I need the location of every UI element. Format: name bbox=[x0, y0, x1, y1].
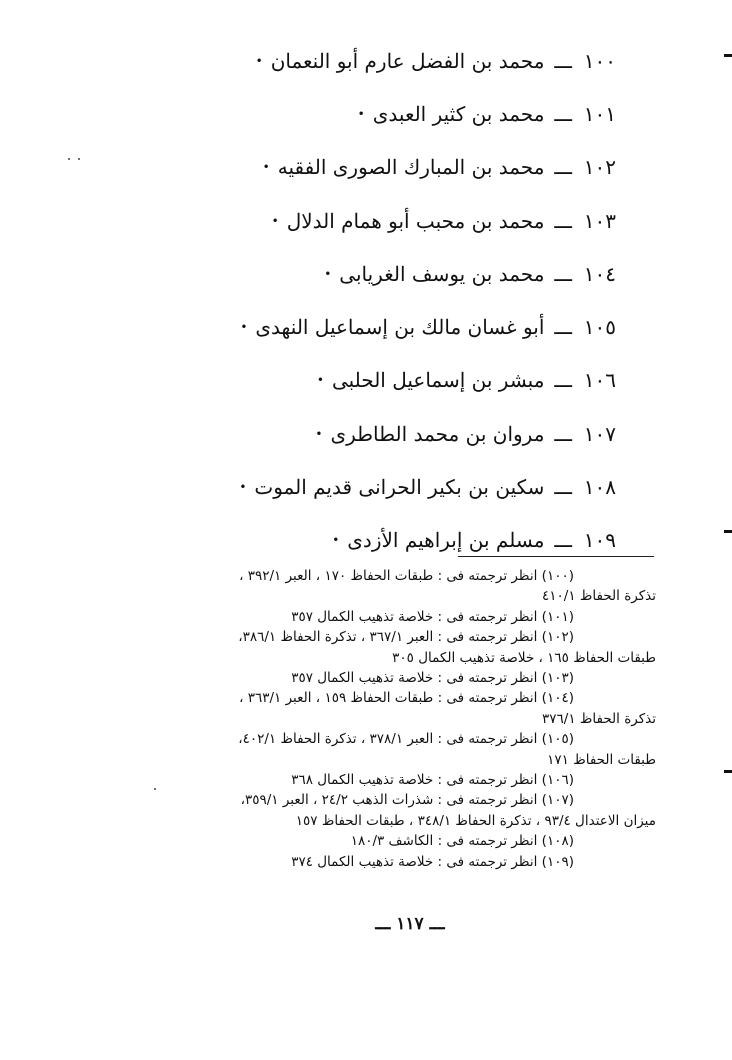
footnote-separator bbox=[458, 556, 654, 557]
entry-number: ١٠٨ bbox=[583, 475, 616, 500]
bullet-icon: • bbox=[255, 53, 263, 68]
bullet-icon: • bbox=[316, 373, 324, 388]
footnote-line: (١٠٤) انظر ترجمته فى : طبقات الحفاظ ١٥٩ ، العبر ٣٦٣/١ ، bbox=[239, 690, 574, 707]
list-item bbox=[196, 87, 616, 140]
footnote-line: تذكرة الحفاظ ٣٧٦/١ bbox=[542, 710, 656, 727]
entry-dash: ـــ bbox=[554, 261, 572, 286]
entry-name: محمد بن كثير العبدى bbox=[372, 101, 545, 126]
entry-dash: ـــ bbox=[554, 155, 572, 180]
entry-number: ١٠٥ bbox=[583, 315, 616, 340]
footnote-line: طبقات الحفاظ ١٦٥ ، خلاصة تذهيب الكمال ٣٠٥ bbox=[392, 649, 656, 666]
entry-number: ١٠١ bbox=[583, 101, 616, 126]
footnote-line: تذكرة الحفاظ ٤١٠/١ bbox=[542, 588, 656, 605]
footnote-line: (١٠٨) انظر ترجمته فى : الكاشف ١٨٠/٣ bbox=[350, 833, 574, 850]
bullet-icon: • bbox=[239, 480, 247, 495]
scan-speck bbox=[68, 158, 70, 160]
entry-number: ١٠٦ bbox=[583, 368, 616, 393]
entry-name: محمد بن محبب أبو همام الدلال bbox=[286, 208, 545, 233]
footnote-line: (١٠٢) انظر ترجمته فى : العبر ٣٦٧/١ ، تذكرة الحفاظ ٣٨٦/١، bbox=[238, 629, 574, 646]
footnote-line: (١٠٠) انظر ترجمته فى : طبقات الحفاظ ١٧٠ ، العبر ٣٩٢/١ ، bbox=[239, 568, 574, 584]
bullet-icon: • bbox=[332, 533, 340, 548]
footnote-line: (١٠٣) انظر ترجمته فى : خلاصة تذهيب الكمال ٣٥٧ bbox=[291, 670, 574, 687]
entry-name: سكين بن بكير الحرانى قديم الموت bbox=[254, 475, 545, 500]
scan-speck bbox=[78, 158, 80, 160]
page-number: ـــ ١١٧ ـــ bbox=[375, 914, 445, 934]
list-item bbox=[196, 514, 616, 567]
scan-mark bbox=[724, 770, 732, 773]
footnote bbox=[140, 668, 656, 688]
list-item bbox=[196, 34, 616, 87]
entry-dash: ـــ bbox=[554, 315, 572, 340]
footnote-line: ميزان الاعتدال ٩٣/٤ ، تذكرة الحفاظ ٣٤٨/١ ، طبقات الحفاظ ١٥٧ bbox=[295, 812, 656, 829]
bullet-icon: • bbox=[262, 160, 270, 175]
entry-name: محمد بن يوسف الغريابى bbox=[339, 261, 545, 286]
bullet-icon: • bbox=[324, 266, 332, 281]
entry-name: مبشر بن إسماعيل الحلبى bbox=[331, 368, 545, 393]
entry-dash: ـــ bbox=[554, 208, 572, 233]
footnote bbox=[140, 607, 656, 627]
scan-mark bbox=[724, 530, 732, 533]
entry-number: ١٠٤ bbox=[583, 261, 616, 286]
entry-number: ١٠٣ bbox=[583, 208, 616, 233]
entries-list bbox=[196, 34, 616, 567]
entry-name: مسلم بن إبراهيم الأزدى bbox=[347, 528, 545, 553]
list-item bbox=[196, 354, 616, 407]
entry-name: محمد بن المبارك الصورى الفقيه bbox=[277, 155, 545, 180]
scan-mark bbox=[724, 54, 732, 57]
list-item bbox=[196, 247, 616, 300]
footnote-line: (١٠٧) انظر ترجمته فى : شذرات الذهب ٢٤/٢ ، العبر ٣٥٩/١، bbox=[240, 792, 574, 809]
entry-dash: ـــ bbox=[554, 368, 572, 393]
footnote bbox=[140, 566, 656, 607]
entry-number: ١٠٠ bbox=[583, 48, 616, 73]
footnote-line: (١٠٦) انظر ترجمته فى : خلاصة تذهيب الكمال ٣٦٨ bbox=[291, 772, 574, 789]
entry-name: محمد بن الفضل عارم أبو النعمان bbox=[270, 48, 545, 73]
bullet-icon: • bbox=[240, 320, 248, 335]
footnote-line: (١٠٩) انظر ترجمته فى : خلاصة تذهيب الكمال ٣٧٤ bbox=[291, 853, 574, 870]
entry-dash: ـــ bbox=[554, 101, 572, 126]
list-item bbox=[196, 141, 616, 194]
entry-dash: ـــ bbox=[554, 48, 572, 73]
list-item bbox=[196, 194, 616, 247]
footnote-line: (١٠٥) انظر ترجمته فى : العبر ٣٧٨/١ ، تذكرة الحفاظ ٤٠٢/١، bbox=[238, 731, 574, 748]
entry-name: مروان بن محمد الطاطرى bbox=[330, 421, 545, 446]
bullet-icon: • bbox=[271, 213, 279, 228]
footnote-line: (١٠١) انظر ترجمته فى : خلاصة تذهيب الكمال ٣٥٧ bbox=[291, 608, 574, 625]
footnote bbox=[140, 688, 656, 729]
bullet-icon: • bbox=[315, 426, 323, 441]
entry-dash: ـــ bbox=[554, 528, 572, 553]
footnote bbox=[140, 729, 656, 770]
footnote-line: طبقات الحفاظ ١٧١ bbox=[547, 751, 656, 768]
bullet-icon: • bbox=[357, 106, 365, 121]
entry-dash: ـــ bbox=[554, 421, 572, 446]
footnote bbox=[140, 627, 656, 668]
list-item bbox=[196, 460, 616, 513]
list-item bbox=[196, 407, 616, 460]
entry-number: ١٠٩ bbox=[583, 528, 616, 553]
list-item bbox=[196, 300, 616, 353]
footnotes bbox=[140, 566, 656, 872]
footnote bbox=[140, 852, 656, 872]
scan-speck bbox=[154, 788, 156, 790]
entry-number: ١٠٢ bbox=[583, 155, 616, 180]
footnote bbox=[140, 770, 656, 790]
entry-number: ١٠٧ bbox=[583, 421, 616, 446]
footnote bbox=[140, 831, 656, 851]
entry-name: أبو غسان مالك بن إسماعيل النهدى bbox=[255, 315, 545, 340]
footnote bbox=[140, 790, 656, 831]
entry-dash: ـــ bbox=[554, 475, 572, 500]
